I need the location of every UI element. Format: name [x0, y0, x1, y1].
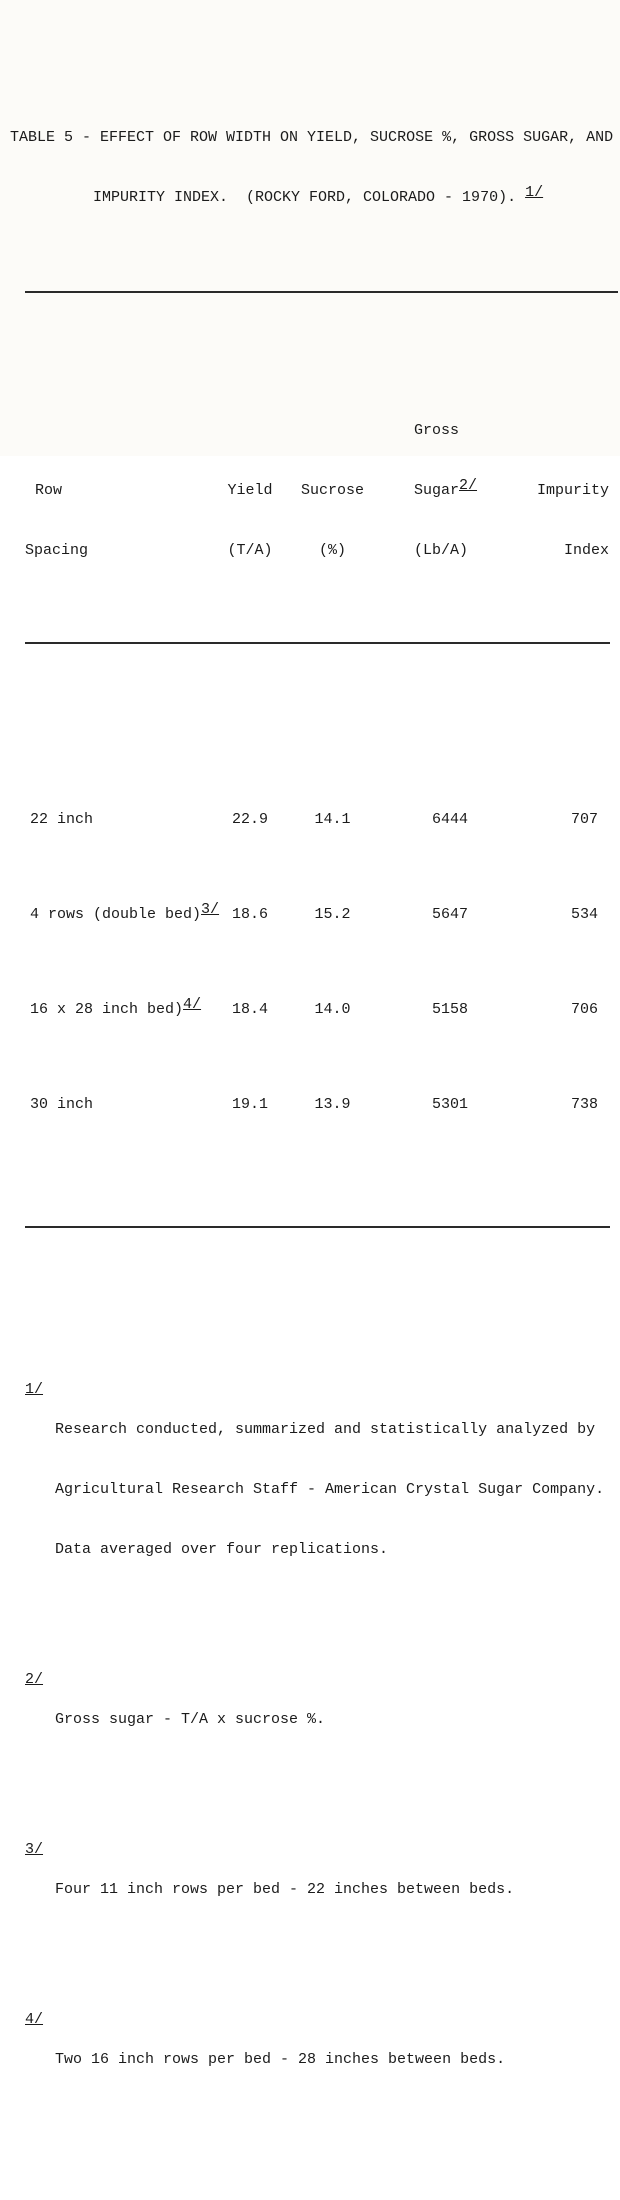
footnote-4-marker: 4/: [25, 2011, 44, 2028]
footnote-ref-4: 4/: [183, 996, 202, 1013]
footnote-ref-3: 3/: [201, 901, 220, 918]
cell-sucrose: 15.2: [314, 906, 351, 923]
header-gross-sugar: [380, 381, 520, 601]
cell-row-spacing: 22 inch: [30, 811, 94, 828]
footnote-4-text: [55, 2010, 620, 2110]
header-row-spacing-line1: Row: [35, 482, 63, 499]
header-yield: [215, 441, 285, 601]
header-gross-line3: (Lb/A): [413, 542, 468, 559]
header-row-spacing-line2: Spacing: [25, 542, 89, 559]
header-yield-line2: (T/A): [227, 542, 273, 559]
header-gross-line2: Sugar2/: [413, 477, 478, 499]
table-title-line1: TABLE 5 - EFFECT OF ROW WIDTH ON YIELD, SUCROSE %, GROSS SUGAR, AND: [10, 129, 614, 146]
cell-yield: 19.1: [231, 1096, 268, 1113]
header-impurity: [520, 441, 610, 601]
header-row-spacing: [25, 441, 215, 601]
cell-gross-sugar: 5301: [431, 1096, 468, 1113]
cell-row-spacing: 4 rows (double bed)3/: [30, 901, 220, 923]
cell-yield: 22.9: [231, 811, 268, 828]
cell-row-spacing: 16 x 28 inch bed)4/: [30, 996, 202, 1018]
cell-gross-sugar: 5647: [431, 906, 468, 923]
footnote-1-text: [55, 1380, 620, 1600]
table-bottom-rule: [25, 1226, 610, 1228]
title-rule: [25, 291, 618, 293]
footnote-2-marker: 2/: [25, 1671, 44, 1688]
footnote-1-line3: Data averaged over four replications.: [55, 1541, 389, 1558]
footnote-2: [25, 1670, 620, 1770]
cell-impurity-index: 707: [570, 811, 598, 828]
footnote-1-line2: Agricultural Research Staff - American Crystal Sugar Company.: [55, 1481, 605, 1498]
footnotes-section: [25, 1320, 620, 2180]
cell-impurity-index: 738: [570, 1096, 598, 1113]
cell-gross-sugar: 5158: [431, 1001, 468, 1018]
table-row: [25, 810, 610, 830]
header-sucrose-line2: (%): [318, 542, 346, 559]
table-row: [25, 1095, 610, 1115]
header-gross-line1: Gross: [413, 422, 459, 439]
footnote-4: [25, 2010, 620, 2110]
cell-impurity-index: 534: [570, 906, 598, 923]
footnote-1: [25, 1380, 620, 1600]
cell-yield: 18.4: [231, 1001, 268, 1018]
cell-sucrose: 14.1: [314, 811, 351, 828]
table-row: [25, 901, 610, 925]
footnote-3-line1: Four 11 inch rows per bed - 22 inches between beds.: [55, 1881, 515, 1898]
header-gross-sugar-lines: [414, 381, 486, 601]
footnote-3-text: [55, 1840, 620, 1940]
cell-yield: 18.6: [231, 906, 268, 923]
header-impurity-line2: Index: [563, 542, 609, 559]
footnote-1-marker: 1/: [25, 1381, 44, 1398]
cell-impurity-index: 706: [570, 1001, 598, 1018]
header-sucrose-line1: Sucrose: [300, 482, 364, 499]
header-rule: [25, 642, 610, 644]
table-title: [10, 88, 620, 248]
table-body: [0, 724, 620, 1175]
table-title-line2-text: IMPURITY INDEX. (ROCKY FORD, COLORADO - 1970).: [93, 189, 526, 206]
cell-sucrose: 14.0: [314, 1001, 351, 1018]
footnote-3-marker: 3/: [25, 1841, 44, 1858]
footnote-ref-2: 2/: [459, 477, 478, 494]
header-impurity-line1: Impurity: [536, 482, 609, 499]
header-sucrose: [285, 441, 380, 601]
table-row: [25, 996, 610, 1020]
table-header-row: [25, 381, 610, 601]
footnote-4-line1: Two 16 inch rows per bed - 28 inches between beds.: [55, 2051, 506, 2068]
footnote-1-line1: Research conducted, summarized and statistically analyzed by: [55, 1421, 596, 1438]
footnote-2-text: [55, 1670, 620, 1770]
cell-row-spacing: 30 inch: [30, 1096, 94, 1113]
footnote-ref-1: 1/: [525, 184, 544, 201]
header-yield-line1: Yield: [227, 482, 273, 499]
cell-gross-sugar: 6444: [431, 811, 468, 828]
footnote-2-line1: Gross sugar - T/A x sucrose %.: [55, 1711, 326, 1728]
table-title-line2: [10, 184, 620, 208]
cell-sucrose: 13.9: [314, 1096, 351, 1113]
footnote-3: [25, 1840, 620, 1940]
